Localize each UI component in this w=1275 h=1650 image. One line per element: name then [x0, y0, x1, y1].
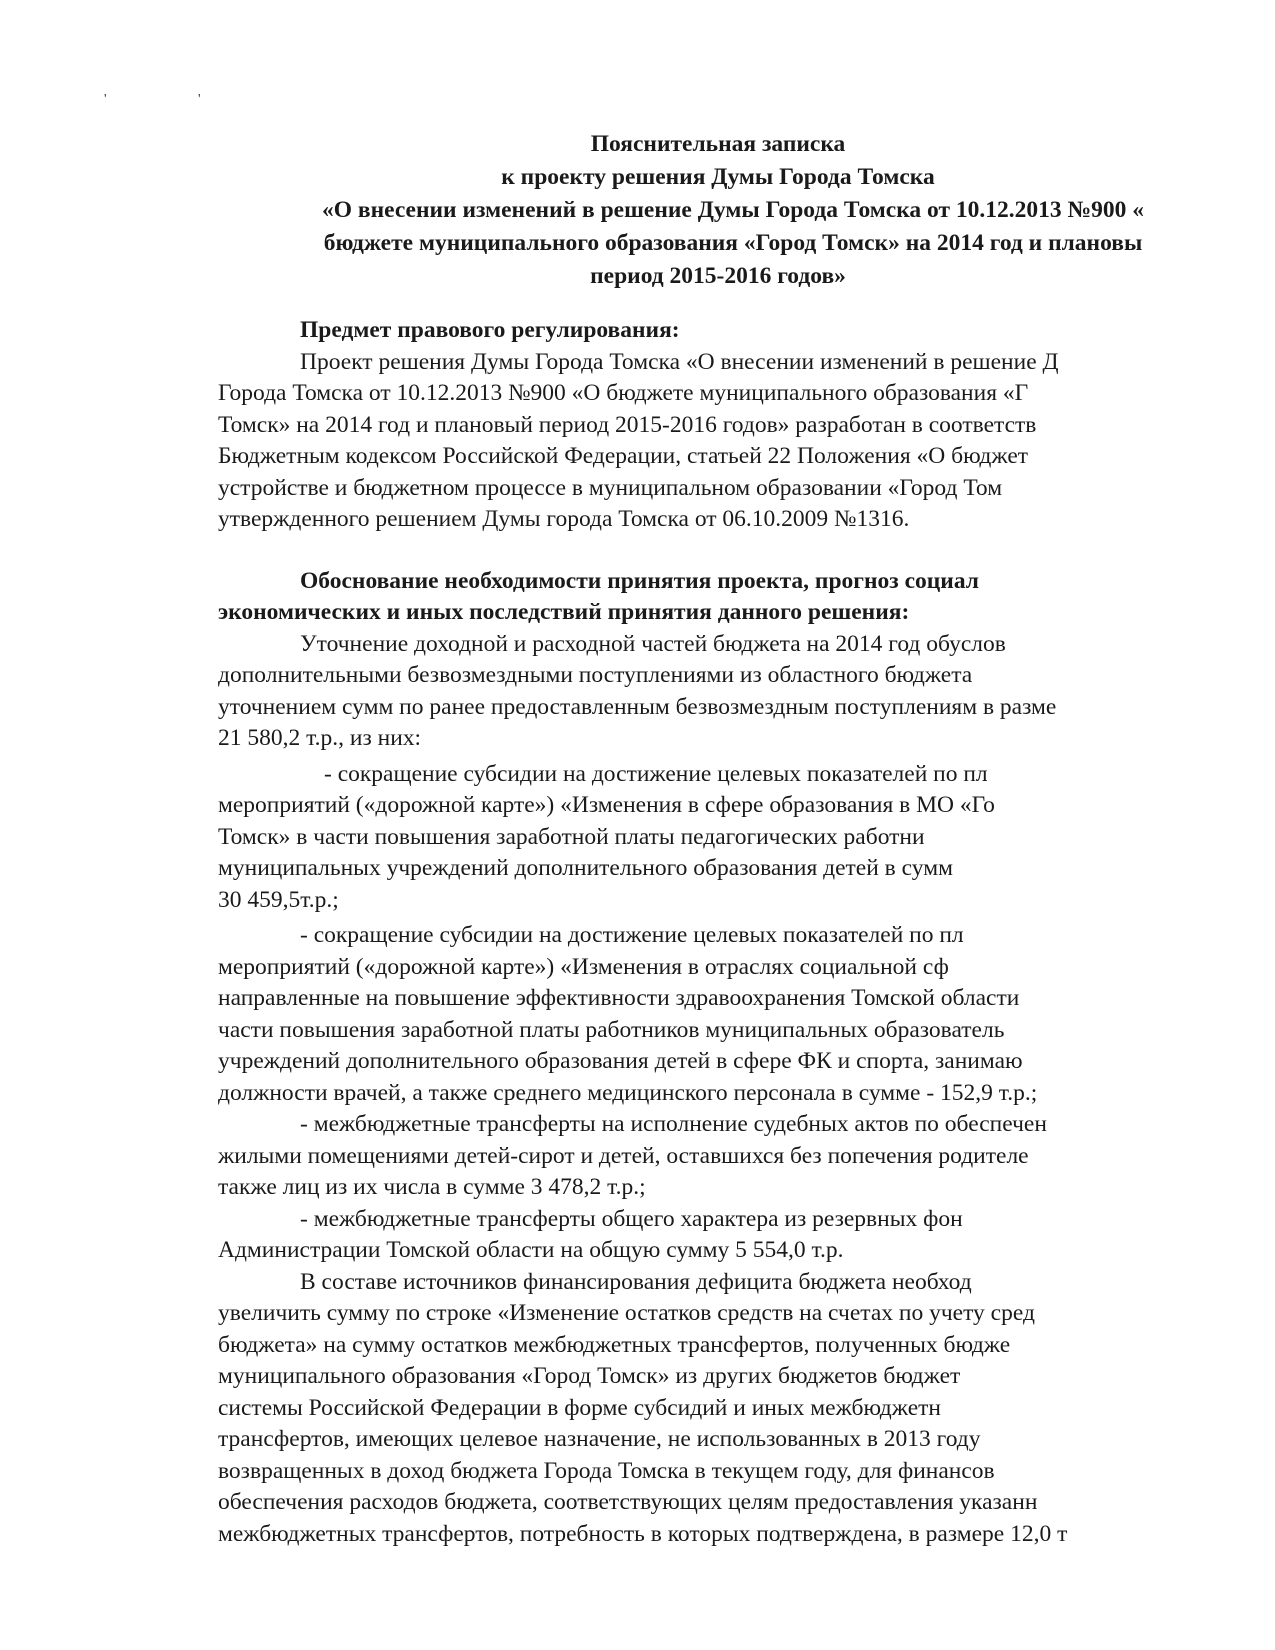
text-line: дополнительными безвозмездными поступлениями из областного бюджета — [218, 662, 973, 688]
text-line: мероприятий («дорожной карте») «Изменения в сфере образования в МО «Го — [218, 792, 995, 818]
text-line: - сокращение субсидии на достижение целевых показателей по пл — [324, 760, 988, 787]
paragraph-sources — [218, 1267, 1275, 1551]
list-item — [218, 920, 1275, 1109]
text-line: учреждений дополнительного образования детей в сфере ФК и спорта, занимаю — [218, 1048, 1023, 1074]
list-item — [218, 1204, 1275, 1267]
title-line-1: Пояснительная записка — [590, 131, 846, 157]
title-line-2: к проекту решения Думы Города Томска — [501, 164, 935, 190]
text-line: части повышения заработной платы работников муниципальных образователь — [218, 1016, 1005, 1043]
title-line-4: бюджете муниципального образования «Город Томск» на 2014 год и плановы — [323, 230, 1143, 256]
text-line: 30 459,5т.р.; — [218, 886, 339, 913]
text-line: увеличить сумму по строке «Изменение остатков средств на счетах по учету сред — [218, 1300, 1035, 1326]
text-line: направленные на повышение эффективности здравоохранения Томской области — [218, 985, 1020, 1011]
text-line: жилыми помещениями детей-сирот и детей, оставшихся без попечения родителе — [218, 1142, 1029, 1169]
title-line-3: «О внесении изменений в решение Думы Города Томска от 10.12.2013 №900 « — [321, 197, 1145, 223]
text-line: мероприятий («дорожной карте») «Изменения в отраслях социальной сф — [218, 953, 949, 980]
document-title — [218, 128, 1218, 293]
list-item — [218, 1109, 1275, 1204]
text-line: Уточнение доходной и расходной частей бюджета на 2014 год обуслов — [300, 630, 1006, 657]
text-line: В составе источников финансирования дефицита бюджета необход — [300, 1268, 972, 1295]
text-line: - межбюджетные трансферты общего характера из резервных фон — [300, 1205, 963, 1232]
text-line: утвержденного решением Думы города Томска от 06.10.2009 №1316. — [218, 506, 910, 532]
text-line: - сокращение субсидии на достижение целевых показателей по пл — [300, 922, 964, 948]
text-line: муниципальных учреждений дополнительного образования детей в сумм — [218, 855, 953, 881]
list-item — [218, 759, 1275, 917]
section-legal-regulation — [218, 315, 1275, 536]
section-heading-justification: Обоснование необходимости принятия проекта, прогноз социал — [300, 567, 979, 594]
text-line: устройстве и бюджетном процессе в муниципальном образовании «Город Том — [218, 474, 1003, 501]
document-page — [218, 128, 1275, 1550]
section-heading-regulation: Предмет правового регулирования: — [300, 317, 680, 343]
text-line: Администрации Томской области на общую сумму 5 554,0 т.р. — [218, 1237, 844, 1263]
text-line: Томск» в части повышения заработной платы педагогических работни — [218, 823, 925, 850]
text-line: Томск» на 2014 год и плановый период 2015-2016 годов» разработан в соответств — [218, 411, 1037, 438]
text-line: также лиц из их числа в сумме 3 478,2 т.р.; — [218, 1174, 646, 1200]
text-line: системы Российской Федерации в форме субсидий и иных межбюджетн — [218, 1394, 941, 1421]
text-line: Бюджетным кодексом Российской Федерации, статьей 22 Положения «О бюджет — [218, 443, 1029, 469]
text-line: 21 580,2 т.р., из них: — [218, 725, 422, 751]
title-line-5: период 2015-2016 годов» — [590, 263, 846, 289]
section-justification — [218, 566, 1275, 1551]
text-line: уточнением сумм по ранее предоставленным безвозмездным поступлениям в разме — [218, 693, 1057, 720]
text-line: должности врачей, а также среднего медицинского персонала в сумме - 152,9 т.р.; — [218, 1079, 1038, 1106]
text-line: бюджета» на сумму остатков межбюджетных трансфертов, полученных бюдже — [218, 1331, 1011, 1358]
text-line: Города Томска от 10.12.2013 №900 «О бюджете муниципального образования «Г — [218, 380, 1029, 406]
scan-marks: ' ' — [104, 92, 245, 107]
text-line: трансфертов, имеющих целевое назначение, не использованных в 2013 году — [218, 1426, 981, 1452]
text-line: возвращенных в доход бюджета Города Томска в текущем году, для финансов — [218, 1457, 995, 1484]
text-line: межбюджетных трансфертов, потребность в которых подтверждена, в размере 12,0 т — [218, 1520, 1068, 1547]
text-line: Проект решения Думы Города Томска «О внесении изменений в решение Д — [300, 348, 1059, 375]
text-line: муниципального образования «Город Томск» из других бюджетов бюджет — [218, 1363, 961, 1389]
text-line: - межбюджетные трансферты на исполнение судебных актов по обеспечен — [300, 1111, 1047, 1137]
text-line: обеспечения расходов бюджета, соответствующих целям предоставления указанн — [218, 1489, 1038, 1515]
section-heading-justification-cont: экономических и иных последствий принятия данного решения: — [218, 599, 910, 625]
